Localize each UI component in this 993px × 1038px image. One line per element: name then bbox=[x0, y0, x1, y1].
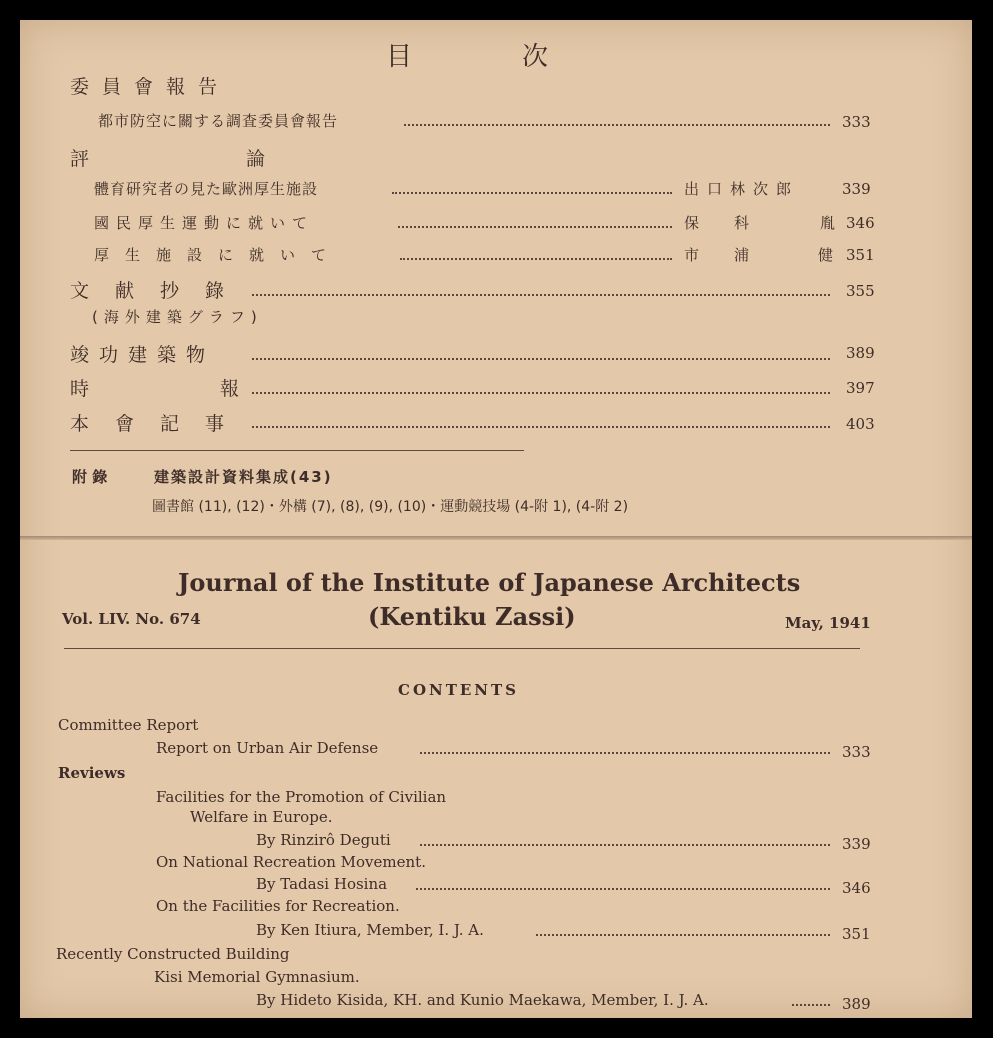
leader-dots bbox=[252, 392, 830, 394]
jp-committee-heading: 委員會報告 bbox=[70, 76, 231, 98]
jp-news-page: 397 bbox=[846, 379, 875, 397]
review-3-page: 351 bbox=[842, 925, 871, 943]
review-1-author: By Rinzirô Deguti bbox=[256, 831, 391, 849]
jp-reviews-heading-1: 評 bbox=[70, 148, 90, 170]
page-fold bbox=[20, 536, 972, 540]
leader-dots bbox=[536, 934, 830, 936]
jp-title-mokuji-2: 次 bbox=[522, 42, 551, 72]
magazine-page bbox=[20, 20, 972, 1018]
jp-review-1: 體育研究者の見た歐洲厚生施設 bbox=[94, 180, 319, 198]
building-heading: Recently Constructed Building bbox=[56, 945, 290, 963]
contents-heading: CONTENTS bbox=[398, 681, 520, 699]
jp-appendix-label: 附 錄 bbox=[72, 468, 108, 486]
jp-review-3-author-2: 浦 bbox=[734, 246, 750, 264]
jp-committee-page: 333 bbox=[842, 113, 871, 131]
building-item: Kisi Memorial Gymnasium. bbox=[154, 968, 360, 986]
jp-appendix-title: 建築設計資料集成(43) bbox=[154, 468, 333, 486]
committee-heading: Committee Report bbox=[58, 716, 199, 734]
leader-dots bbox=[252, 294, 830, 296]
jp-reviews-heading-2: 論 bbox=[246, 148, 266, 170]
jp-review-3-author-3: 健 bbox=[818, 246, 834, 264]
review-1-page: 339 bbox=[842, 835, 871, 853]
jp-review-3-author-1: 市 bbox=[684, 246, 700, 264]
leader-dots bbox=[420, 844, 830, 846]
jp-literature-page: 355 bbox=[846, 282, 875, 300]
jp-review-2-author-2: 科 bbox=[734, 214, 750, 232]
review-1-title-line1: Facilities for the Promotion of Civilian bbox=[156, 788, 447, 806]
jp-review-3: 厚生施設に就いて bbox=[94, 246, 343, 264]
jp-review-2: 國民厚生運動に就いて bbox=[94, 214, 315, 232]
review-1-title-line2: Welfare in Europe. bbox=[190, 808, 333, 826]
review-3-author: By Ken Itiura, Member, I. J. A. bbox=[256, 921, 484, 939]
journal-volume: Vol. LIV. No. 674 bbox=[62, 610, 201, 628]
section-divider bbox=[70, 450, 524, 451]
leader-dots bbox=[252, 358, 830, 360]
leader-dots bbox=[404, 124, 830, 126]
jp-review-1-page: 339 bbox=[842, 180, 871, 198]
committee-item: Report on Urban Air Defense bbox=[156, 739, 379, 757]
journal-subtitle: (Kentiku Zassi) bbox=[368, 602, 576, 631]
committee-page: 333 bbox=[842, 743, 871, 761]
building-page: 389 bbox=[842, 995, 871, 1013]
journal-title: Journal of the Institute of Japanese Architects bbox=[178, 568, 801, 597]
jp-review-2-author-1: 保 bbox=[684, 214, 700, 232]
jp-title-mokuji-1: 目 bbox=[386, 42, 415, 72]
jp-news-heading-2: 報 bbox=[220, 378, 240, 400]
jp-review-3-page: 351 bbox=[846, 246, 875, 264]
jp-appendix-detail: 圖書館 (11), (12)・外構 (7), (8), (9), (10)・運動競技場 (4-附 1), (4-附 2) bbox=[152, 499, 629, 515]
reviews-heading: Reviews bbox=[58, 764, 126, 782]
header-rule bbox=[64, 648, 860, 649]
leader-dots bbox=[416, 888, 830, 890]
review-3-title: On the Facilities for Recreation. bbox=[156, 897, 400, 915]
jp-news-heading-1: 時 bbox=[70, 378, 90, 400]
review-2-page: 346 bbox=[842, 879, 871, 897]
leader-dots bbox=[392, 192, 672, 194]
leader-dots bbox=[400, 258, 672, 260]
jp-review-2-author-3: 胤 bbox=[820, 214, 836, 232]
jp-completed-heading: 竣功建築物 bbox=[70, 344, 216, 366]
leader-dots bbox=[792, 1004, 830, 1006]
review-2-author: By Tadasi Hosina bbox=[256, 875, 388, 893]
jp-review-1-author: 出口林次郎 bbox=[684, 180, 800, 198]
building-author: By Hideto Kisida, KH. and Kunio Maekawa, Member, I. J. A. bbox=[256, 991, 709, 1009]
journal-date: May, 1941 bbox=[785, 614, 871, 632]
jp-completed-page: 389 bbox=[846, 344, 875, 362]
leader-dots bbox=[420, 752, 830, 754]
jp-society-heading: 本會記事 bbox=[70, 413, 251, 435]
jp-review-2-page: 346 bbox=[846, 214, 875, 232]
jp-literature-sub: (海外建築グラフ) bbox=[92, 308, 263, 326]
leader-dots bbox=[398, 226, 672, 228]
jp-society-page: 403 bbox=[846, 415, 875, 433]
leader-dots bbox=[252, 426, 830, 428]
review-2-title: On National Recreation Movement. bbox=[156, 853, 426, 871]
jp-literature-heading: 文献抄錄 bbox=[70, 280, 251, 302]
jp-committee-item: 都市防空に關する調査委員會報告 bbox=[98, 112, 339, 130]
